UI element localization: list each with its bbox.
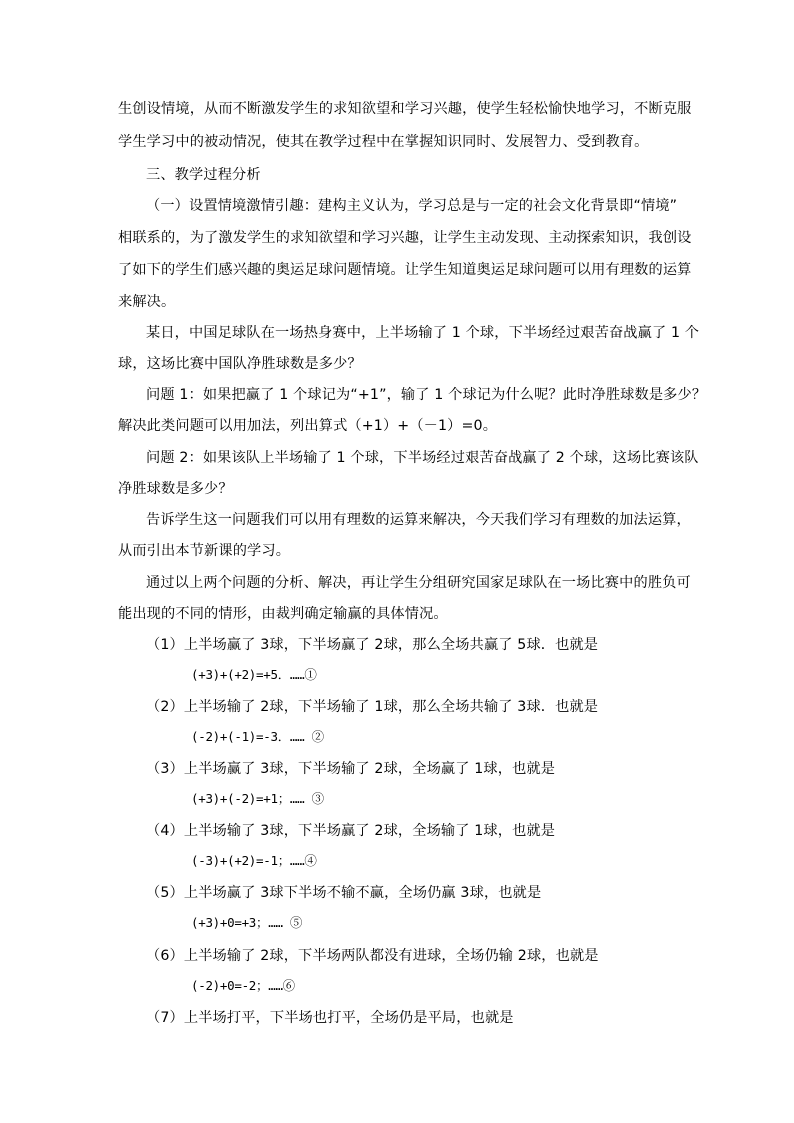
case-4-formula: (-3)+(+2)=-1；……④ [191,853,317,868]
paragraph-line: 从而引出本节新课的学习。 [118,543,291,559]
paragraph-line: 通过以上两个问题的分析、解决，再让学生分组研究国家足球队在一场比赛中的胜负可 [146,575,691,591]
paragraph-line: 问题 1：如果把赢了 1 个球记为“+1”，输了 1 个球记为什么呢？此时净胜球数是多少？ [146,387,707,403]
case-6-formula: (-2)+0=-2；……⑥ [191,978,295,993]
section-heading: 三、教学过程分析 [146,167,261,183]
paragraph-line: 了如下的学生们感兴趣的奥运足球问题情境。让学生知道奥运足球问题可以用有理数的运算 [118,262,692,278]
paragraph-line: 净胜球数是多少？ [118,481,233,497]
paragraph-line: 学生学习中的被动情况，使其在教学过程中在掌握知识同时、发展智力、受到教育。 [118,134,649,150]
case-3-formula: (+3)+(-2)=+1；…… ③ [191,791,324,806]
case-5-formula: (+3)+0=+3；…… ⑤ [191,915,303,930]
paragraph-line: 相联系的，为了激发学生的求知欲望和学习兴趣，让学生主动发现、主动探索知识，我创设 [118,230,692,246]
case-1-formula: (+3)+(+2)=+5．……① [191,667,317,682]
case-2-formula: (-2)+(-1)=-3．…… ② [191,729,324,744]
case-2-text: （2）上半场输了 2球，下半场输了 1球，那么全场共输了 3球．也就是 [146,699,599,715]
paragraph-line: 问题 2：如果该队上半场输了 1 个球，下半场经过艰苦奋战赢了 2 个球，这场比赛该队 [146,450,699,466]
case-1-text: （1）上半场赢了 3球，下半场赢了 2球，那么全场共赢了 5球．也就是 [146,637,599,653]
case-4-text: （4）上半场输了 3球，下半场赢了 2球，全场输了 1球，也就是 [146,823,556,839]
paragraph-line: （一）设置情境激情引趣：建构主义认为，学习总是与一定的社会文化背景即“情境” [146,198,678,214]
case-3-text: （3）上半场赢了 3球，下半场输了 2球，全场赢了 1球，也就是 [146,761,556,777]
paragraph-line: 球，这场比赛中国队净胜球数是多少？ [118,356,362,372]
paragraph-line: 能出现的不同的情形，由裁判确定输赢的具体情况。 [118,606,448,622]
paragraph-line: 告诉学生这一问题我们可以用有理数的运算来解决，今天我们学习有理数的加法运算， [146,512,691,528]
case-7-text: （7）上半场打平，下半场也打平，全场仍是平局，也就是 [146,1010,514,1026]
paragraph-line: 解决此类问题可以用加法，列出算式（+1）+（－1）=0。 [118,418,498,434]
case-5-text: （5）上半场赢了 3球下半场不输不赢，全场仍赢 3球，也就是 [146,885,542,901]
paragraph-line: 某日，中国足球队在一场热身赛中，上半场输了 1 个球，下半场经过艰苦奋战赢了 1 个 [146,325,700,341]
paragraph-line: 生创设情境，从而不断激发学生的求知欲望和学习兴趣，使学生轻松愉快地学习，不断克服 [118,101,692,117]
case-6-text: （6）上半场输了 2球，下半场两队都没有进球，全场仍输 2球，也就是 [146,948,599,964]
paragraph-line: 来解决。 [118,294,176,310]
